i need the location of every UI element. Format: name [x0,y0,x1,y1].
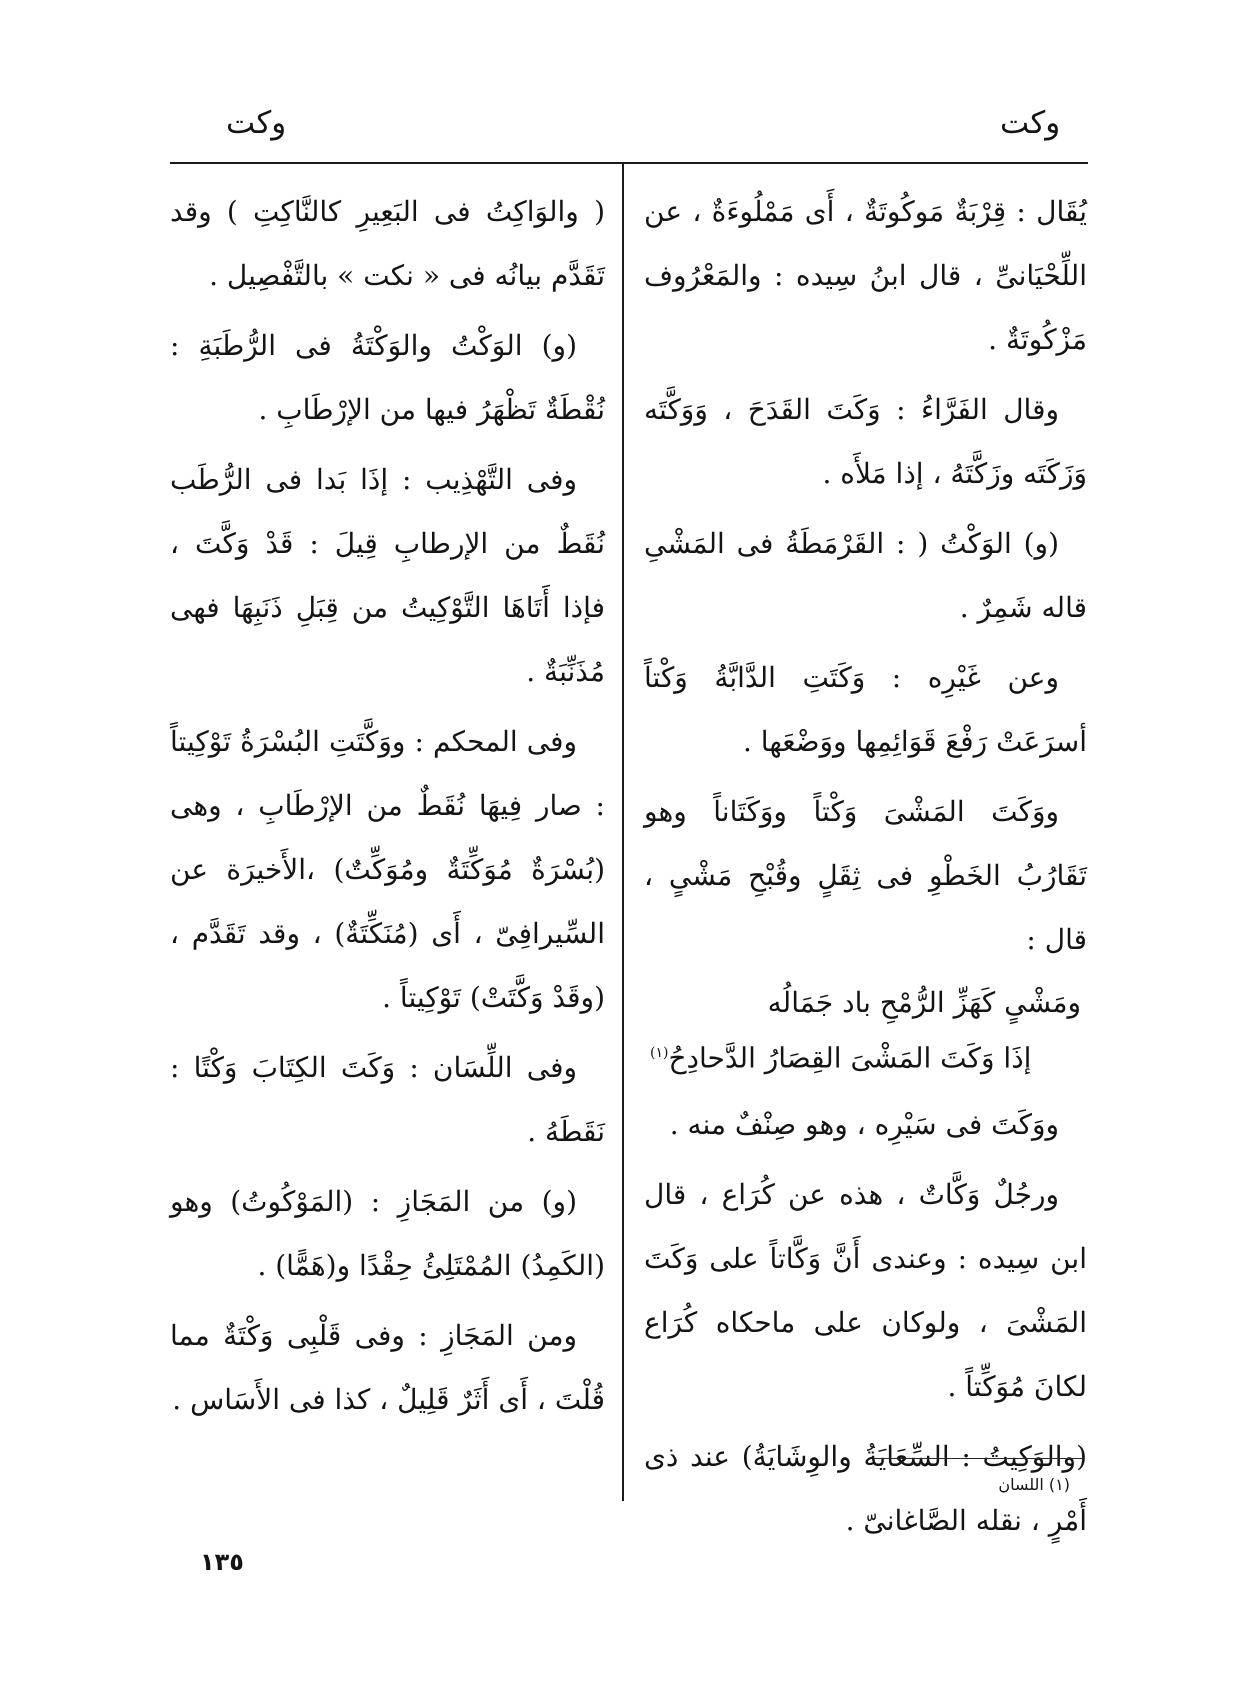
paragraph: ورجُلٌ وَكَّاتٌ ، هذه عن كُرَاع ، قال ابن سِيده : وعندى أَنَّ وَكَّاتاً على وَكَتَ المَشْىَ ، ولوكان على ماحكاه كُرَاع لكانَ مُوَكِّتاً . [644,1178,1087,1404]
paragraph: يُقَال : قِرْبَةٌ مَوكُوتَةٌ ، أَى مَمْلُوءَةٌ ، عن اللِّحْيَانىِّ ، قال ابنُ سِيده : والمَعْرُوف مَزْكُوتَةٌ . [644,195,1087,356]
verse-line-2 [644,1028,1087,1083]
paragraph: (والوَكِيتُ : السِّعَايَةُ والوِشَايَةُ) عند ذى أَمْرٍ ، نقله الصَّاغانىّ . [644,1440,1087,1538]
paragraph: ووَكَتَ المَشْىَ وَكْتاً ووَكَتَاناً وهو تَقَارُبُ الخَطْوِ فى ثِقَلٍ وقُبْحِ مَشْىٍ ، قال : [644,795,1087,956]
verse-line-1: ومَشْىٍ كَهَزِّ الرُّمْحِ باد جَمَالُه [767,986,1081,1019]
paragraph: ووَكَتَ فى سَيْرِه ، وهو صِنْفٌ منه . [669,1108,1059,1142]
paragraph: (و) الوَكْتُ ( : القَرْمَطَةُ فى المَشْىِ قاله شَمِرٌ . [644,527,1087,624]
running-header-left: وكت [226,105,287,141]
footnote: (١) اللسان [998,1475,1070,1494]
column-divider [622,163,624,1501]
paragraph: وعن غَيْرِه : وَكَتَتِ الدَّابَّةُ وَكْتاً أسرَعَتْ رَفْعَ قَوَائِمِها ووَضْعَها . [644,661,1087,758]
paragraph: (و) الوَكْتُ والوَكْتَةُ فى الرُّطَبَةِ : نُقْطَةٌ تَظْهَرُ فيها من الإرْطَابِ . [170,329,605,426]
footnote-rule [874,1458,1084,1459]
left-column [170,180,605,1438]
footnote-marker: (١) [650,1045,669,1061]
paragraph: وقال الفَرَّاءُ : وَكَتَ القَدَحَ ، وَوَكَّتَه وَزَكَتَه وزَكَّتَهُ ، إذا مَلأَه . [644,393,1087,490]
header-rule [170,162,1088,164]
paragraph: وفى اللِّسَان : وَكَتَ الكِتَابَ وَكْتًا : نَقَطَهُ . [170,1051,605,1148]
paragraph: (و) من المَجَازِ : (المَوْكُوتُ) وهو (الكَمِدُ) المُمْتَلِئُ حِقْدًا و(هَمًّا) . [170,1185,605,1282]
page-number: ١٣٥ [200,1548,244,1576]
verse-line-2-text: إذَا وَكَتَ المَشْىَ القِصَارُ الدَّحادِحُ [668,1041,1032,1075]
paragraph: وفى المحكم : ووَكَّتَتِ البُسْرَةُ تَوْكِيتاً : صار فِيهَا نُقَطٌ من الإرْطَابِ ، وهى (بُسْرَةٌ مُوَكِّتَةٌ ومُوَكِّتٌ) ،الأَخيرَة عن السِّيرافِىّ ، أَى (مُنَكِّتَةٌ) ، وقد تَقَدَّم ، (وقَدْ وَكَّتَتْ) تَوْكِيتاً . [170,725,605,1014]
running-header-right: وكت [1000,105,1061,141]
paragraph: وفى التَّهْذِيب : إذَا بَدا فى الرُّطَب نُقَطٌ من الإرطابِ قِيلَ : قَدْ وَكَّتَ ، فإذا أَتَاهَا التَّوْكِيتُ من قِبَلِ ذَنَبِهَا فهى مُذَنِّبَةٌ . [170,463,605,688]
paragraph: ومن المَجَازِ : وفى قَلْبِى وَكْتَةٌ مما قُلْتَ ، أَى أَثَرٌ قَلِيلٌ ، كذا فى الأَسَاس . [170,1319,605,1416]
right-column [644,180,1087,1559]
paragraph: ( والوَاكِتُ فى البَعِيرِ كالنَّاكِتِ ) وقد تَقَدَّم بيانُه فى « نكت » بالتَّفْصِيل . [170,195,605,292]
